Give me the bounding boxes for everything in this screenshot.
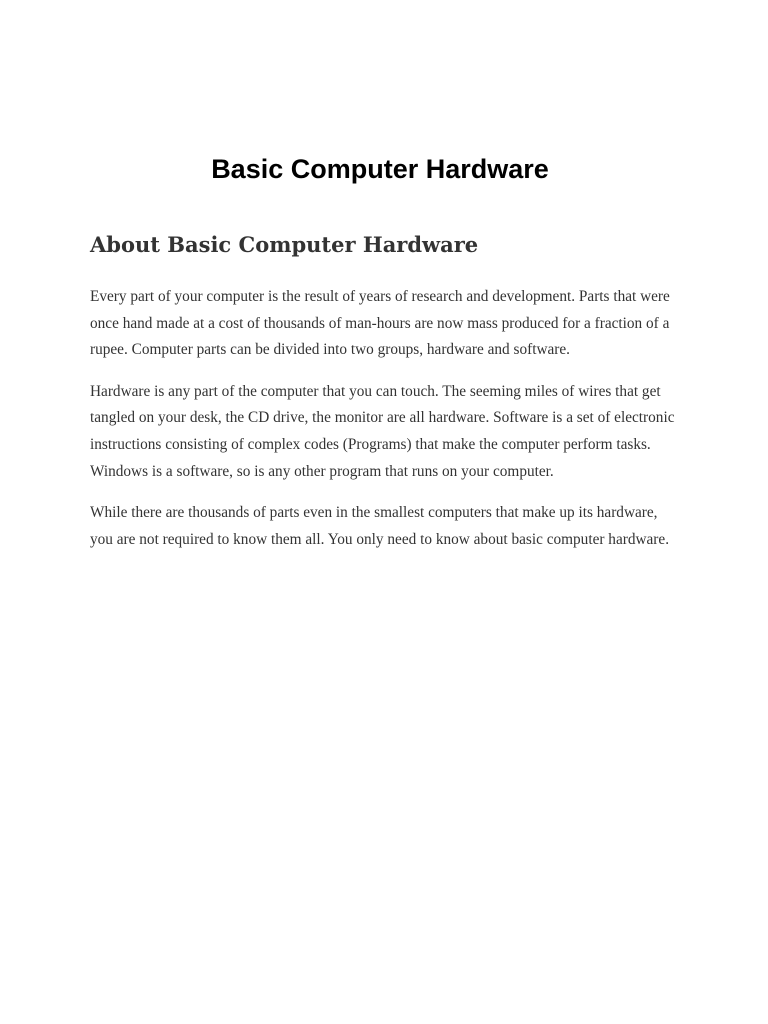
document-body	[90, 228, 680, 568]
paragraph-hardware-definition: Hardware is any part of the computer that you can touch. The seeming miles of wires that get tangled on your desk, the CD drive, the monitor are all hardware. Software is a set of electronic instructions consisting of complex codes (Programs) that make the computer perform tasks. Windows is a software, so is any other program that runs on your computer.	[90, 382, 675, 480]
paragraph-conclusion: While there are thousands of parts even in the smallest computers that make up its hardware, you are not required to know them all. You only need to know about basic computer hardware.	[90, 504, 670, 548]
document-title: Basic Computer Hardware	[211, 154, 549, 184]
paragraph-intro: Every part of your computer is the result of years of research and development. Parts that were once hand made at a cost of thousands of man-hours are now mass produced for a fraction of a rupee. Computer parts can be divided into two groups, hardware and software.	[90, 288, 670, 359]
section-heading: About Basic Computer Hardware	[90, 232, 479, 257]
